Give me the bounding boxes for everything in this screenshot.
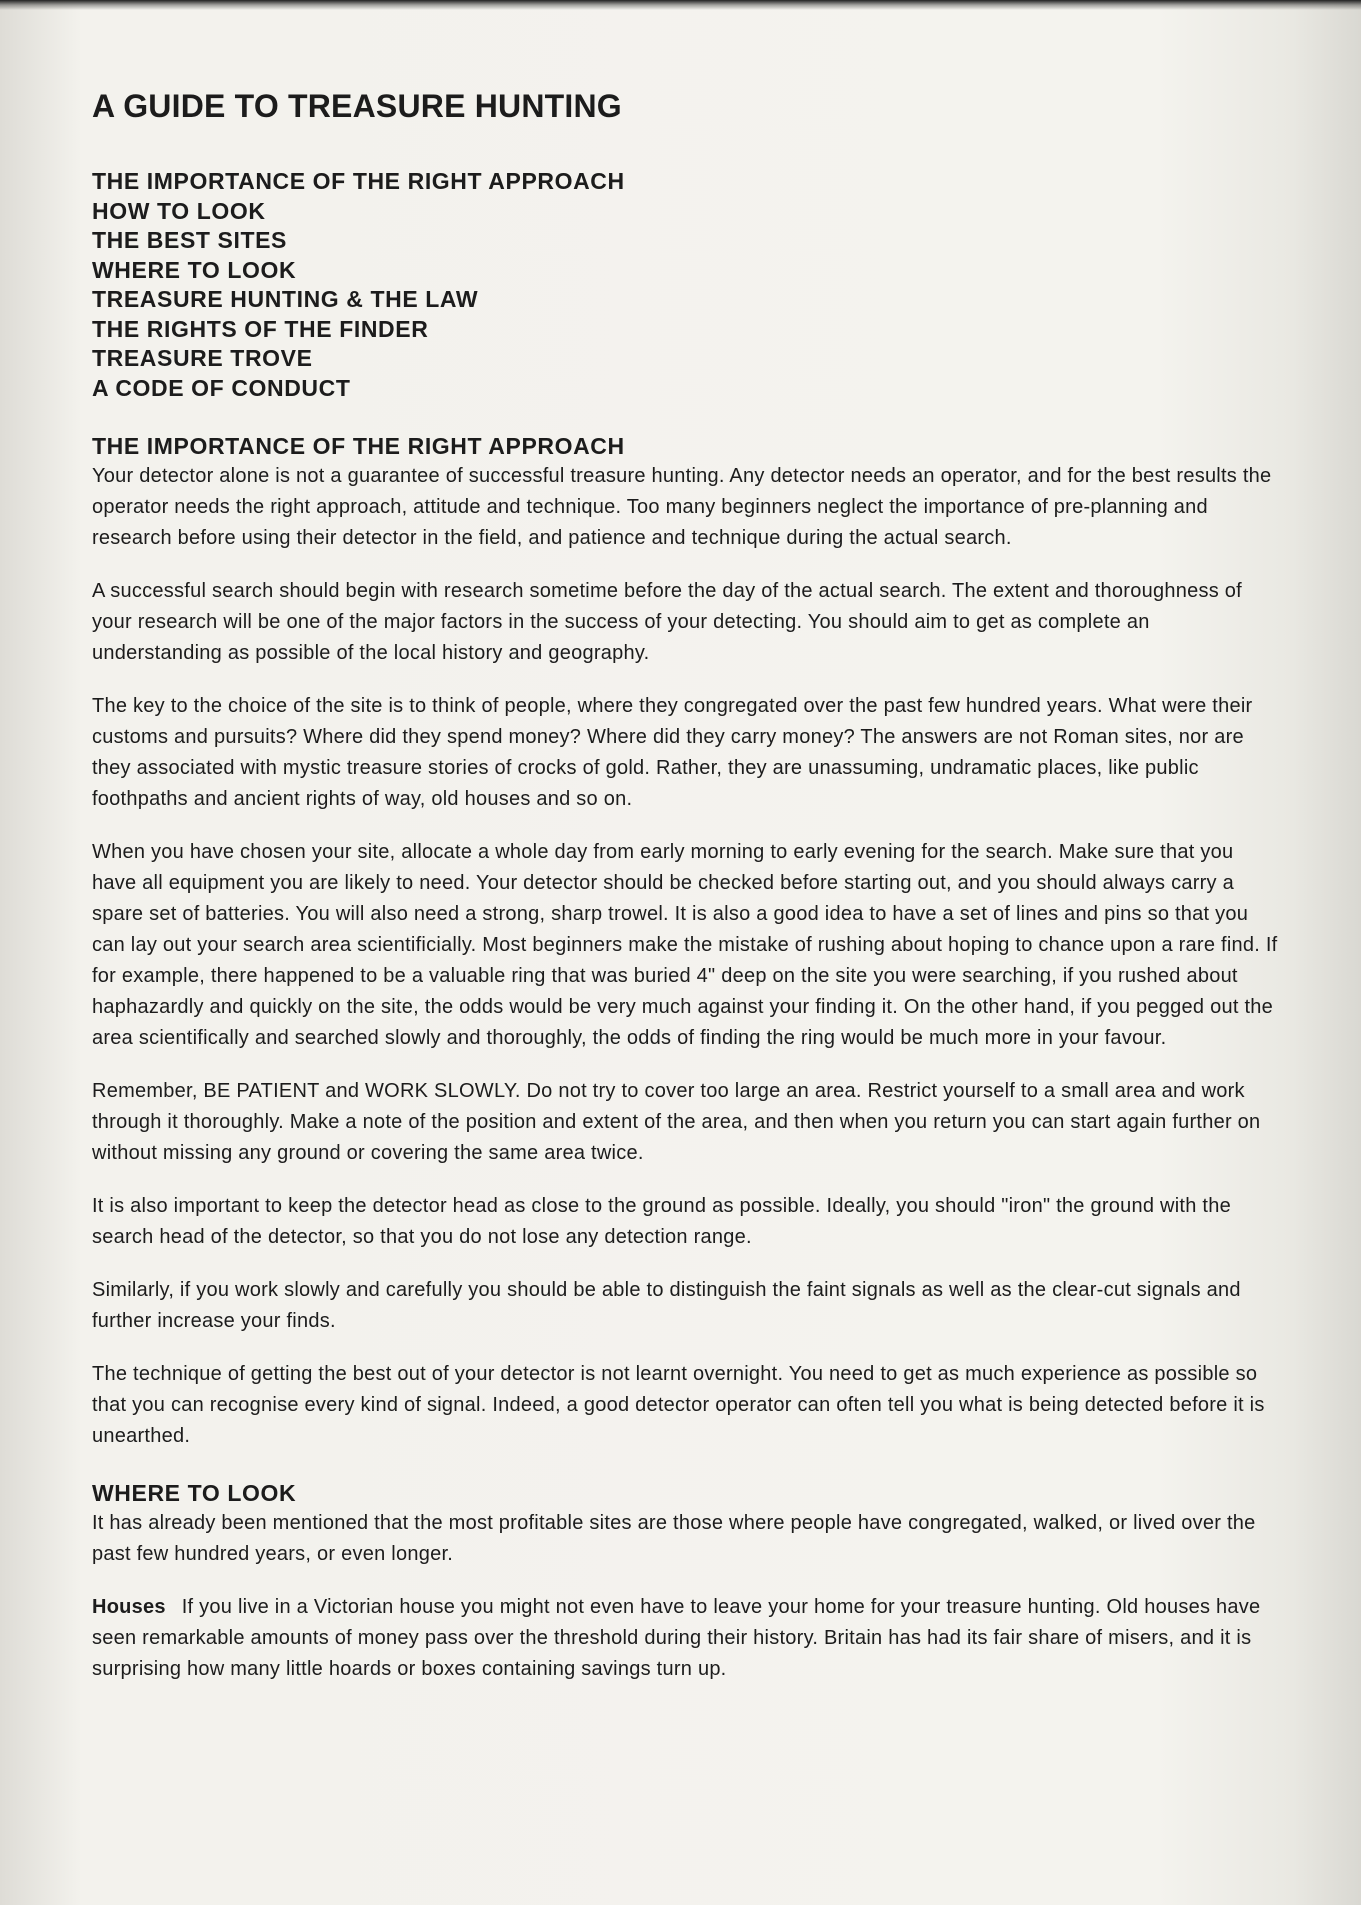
- document-title: A GUIDE TO TREASURE HUNTING: [92, 88, 622, 124]
- paragraph: Remember, BE PATIENT and WORK SLOWLY. Do not try to cover too large an area. Restrict yourself to a small area and work through it thoroughly. Make a note of the position and extent of the area, and then when you return you can start again further on without missing any ground or covering the same area twice.: [92, 1080, 1261, 1164]
- paragraph: When you have chosen your site, allocate a whole day from early morning to early evening for the search. Make sure that you have all equipment you are likely to need. Your detector should be checked before starting out, and you should always carry a spare set of batteries. You will also need a strong, sharp trowel. It is also a good idea to have a set of lines and pins so that you can lay out your search area scientificially. Most beginners make the mistake of rushing about hoping to chance upon a rare find. If for example, there happened to be a valuable ring that was buried 4" deep on the site you were searching, if you rushed about haphazardly and quickly on the site, the odds would be very much against your finding it. On the other hand, if you pegged out the area scientifically and searched slowly and thoroughly, the odds of finding the ring would be much more in your favour.: [92, 841, 1278, 1049]
- paragraph: It has already been mentioned that the most profitable sites are those where people have congregated, walked, or lived over the past few hundred years, or even longer.: [92, 1512, 1256, 1565]
- paragraph: The technique of getting the best out of your detector is not learnt overnight. You need to get as much experience as possible so that you can recognise every kind of signal. Indeed, a good detector operator can often tell you what is being detected before it is unearthed.: [92, 1363, 1265, 1447]
- toc-item: HOW TO LOOK: [92, 197, 266, 224]
- paragraph: It is also important to keep the detector head as close to the ground as possible. Ideally, you should "iron" the ground with the search head of the detector, so that you do not lose any detection range.: [92, 1195, 1231, 1248]
- paragraph: Similarly, if you work slowly and carefully you should be able to distinguish the faint signals as well as the clear-cut signals and further increase your finds.: [92, 1279, 1241, 1332]
- paragraph-houses: [92, 1592, 1282, 1685]
- paragraph: A successful search should begin with research sometime before the day of the actual search. The extent and thoroughness of your research will be one of the major factors in the success of your detecting. You should aim to get as complete an understanding as possible of the local history and geography.: [92, 580, 1242, 664]
- toc-item: THE BEST SITES: [92, 227, 287, 253]
- paragraph-text: If you live in a Victorian house you might not even have to leave your home for your treasure hunting. Old houses have seen remarkable amounts of money pass over the threshold during their history. Britain has had its fair share of misers, and it is surprising how many little hoards or boxes containing savings turn up.: [92, 1596, 1261, 1680]
- section-heading: THE IMPORTANCE OF THE RIGHT APPROACH: [92, 433, 625, 459]
- paragraph: The key to the choice of the site is to think of people, where they congregated over the past few hundred years. What were their customs and pursuits? Where did they spend money? Where did they carry money? The answers are not Roman sites, nor are they associated with mystic treasure stories of crocks of gold. Rather, they are unassuming, undramatic places, like public foothpaths and ancient rights of way, old houses and so on.: [92, 695, 1253, 810]
- toc-item: A CODE OF CONDUCT: [92, 374, 351, 401]
- toc-item: THE RIGHTS OF THE FINDER: [92, 315, 429, 342]
- paragraph: Your detector alone is not a guarantee of successful treasure hunting. Any detector needs an operator, and for the best results the operator needs the right approach, attitude and technique. Too many beginners neglect the importance of pre-planning and research before using their detector in the field, and patience and technique during the actual search.: [92, 465, 1272, 549]
- section-right-approach: [92, 431, 1282, 1452]
- toc-item: THE IMPORTANCE OF THE RIGHT APPROACH: [92, 168, 625, 194]
- section-where-to-look: [92, 1478, 1282, 1685]
- section-heading: WHERE TO LOOK: [92, 1480, 297, 1506]
- toc-item: TREASURE TROVE: [92, 345, 313, 371]
- run-in-heading: Houses: [92, 1596, 166, 1618]
- toc-item: WHERE TO LOOK: [92, 256, 297, 283]
- scan-edge-shadow: [0, 0, 1361, 10]
- table-of-contents: [92, 167, 1282, 403]
- toc-item: TREASURE HUNTING & THE LAW: [92, 286, 479, 312]
- document-content: [92, 88, 1282, 1711]
